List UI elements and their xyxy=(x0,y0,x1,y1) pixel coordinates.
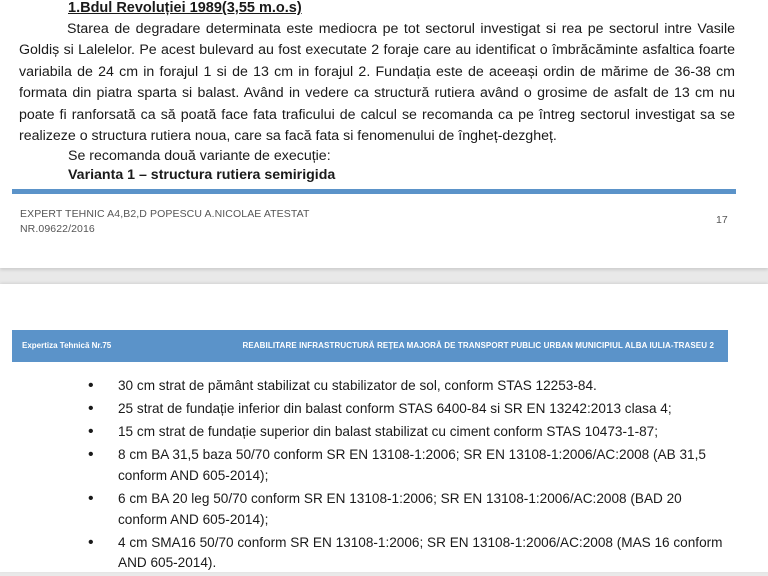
layer-structure-list xyxy=(88,376,728,576)
page-number: 17 xyxy=(716,214,728,226)
page-header-banner xyxy=(12,330,728,362)
body-paragraph xyxy=(19,19,735,147)
footer-certificate-line: NR.09622/2016 xyxy=(20,222,95,235)
list-item: • 15 cm strat de fundație superior din balast stabilizat cu ciment conform STAS 10473-1-87; xyxy=(88,422,728,443)
list-item: • 30 cm strat de pământ stabilizat cu stabilizator de sol, conform STAS 12253-84. xyxy=(88,376,728,397)
page-footer xyxy=(20,207,309,236)
document-page-18 xyxy=(0,284,768,572)
paragraph-text: Starea de degradare determinata este mediocra pe tot sectorul investigat si rea pe sectorul intre Vasile Goldiș si Lalelelor. Pe acest bulevard au fost executate 2 foraje care au identificat o îmbrăcăminte asfaltica foarte variabila de 24 cm in forajul 1 si de 13 cm in forajul 2. Fundația este de aceeași ordin de mărime de 36-38 cm formata din piatra sparta si balast. Având in vedere ca structură rutiera având o grosime de asfalt de 13 cm nu poate fi ranforsată ca să poată face fata traficului de calcul se recomanda ca pe întreg sectorul investigat sa se realizeze o structura rutiera noua, care sa facă fata si fenomenului de îngheț-dezgheț. xyxy=(19,21,735,145)
list-item: • 6 cm BA 20 leg 50/70 conform SR EN 13108-1:2006; SR EN 13108-1:2006/AC:2008 (BAD 20 conform AND 605-2014); xyxy=(88,489,728,530)
footer-divider xyxy=(12,189,736,194)
document-page-17 xyxy=(0,0,768,268)
section-heading: 1.Bdul Revoluției 1989(3,55 m.o.s) xyxy=(68,0,302,16)
header-project-title: REABILITARE INFRASTRUCTURĂ REȚEA MAJORĂ DE TRANSPORT PUBLIC URBAN MUNICIPIUL ALBA IULIA-TRASEU 2 xyxy=(242,341,714,350)
header-doc-number: Expertiza Tehnică Nr.75 xyxy=(22,341,112,350)
list-item: • 8 cm BA 31,5 baza 50/70 conform SR EN 13108-1:2006; SR EN 13108-1:2006/AC:2008 (AB 31,5 conform AND 605-2014); xyxy=(88,445,728,486)
variant-title: Varianta 1 – structura rutiera semirigida xyxy=(68,167,336,183)
list-item: • 4 cm SMA16 50/70 conform SR EN 13108-1:2006; SR EN 13108-1:2006/AC:2008 (MAS 16 conform AND 605-2014). xyxy=(88,533,728,574)
list-item: • 25 strat de fundație inferior din balast conform STAS 6400-84 si SR EN 13242:2013 clasa 4; xyxy=(88,399,728,420)
footer-expert-line: EXPERT TEHNIC A4,B2,D POPESCU A.NICOLAE ATESTAT xyxy=(20,208,310,220)
variants-intro: Se recomanda două variante de execuție: xyxy=(68,148,331,164)
